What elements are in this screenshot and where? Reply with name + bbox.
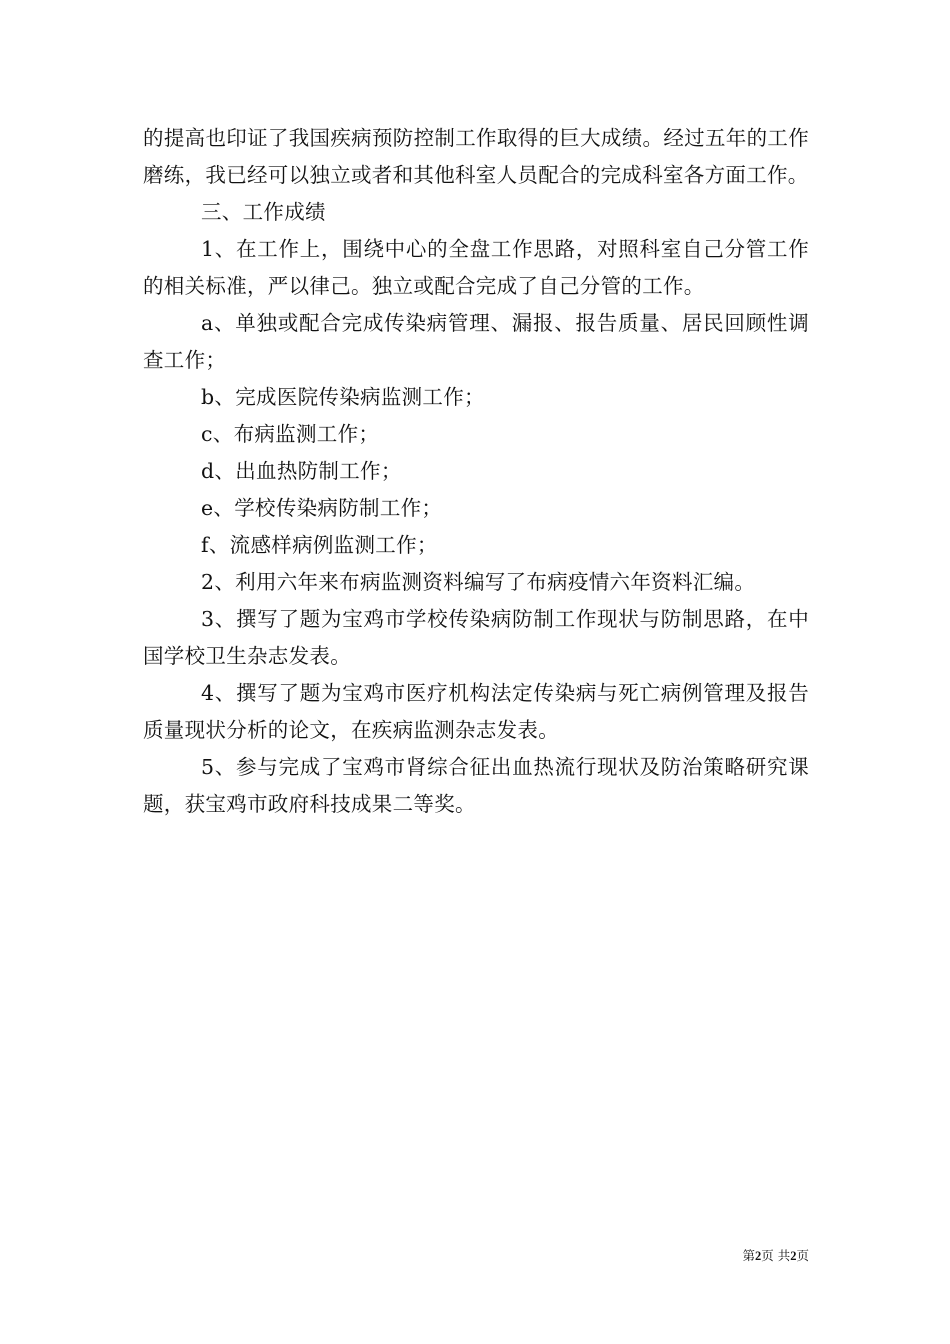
footer-current-page: 2: [755, 1249, 762, 1263]
paragraph-item-1: 1、在工作上，围绕中心的全盘工作思路，对照科室自己分管工作的相关标准，严以律己。独立或配合完成了自己分管的工作。: [143, 237, 809, 298]
paragraph-item-3: 3、撰写了题为宝鸡市学校传染病防制工作现状与防制思路，在中国学校卫生杂志发表。: [143, 607, 809, 668]
section-heading-work-achievements: 三、工作成绩: [201, 200, 326, 224]
document-body: [143, 120, 809, 823]
paragraph-item-4: 4、撰写了题为宝鸡市医疗机构法定传染病与死亡病例管理及报告质量现状分析的论文，在疾病监测杂志发表。: [143, 681, 809, 742]
paragraph-item-e: e、学校传染病防制工作；: [201, 496, 443, 520]
paragraph-item-2: 2、利用六年来布病监测资料编写了布病疫情六年资料汇编。: [201, 570, 756, 594]
footer-total-pages: 2: [790, 1249, 797, 1263]
paragraph-item-a: a、单独或配合完成传染病管理、漏报、报告质量、居民回顾性调查工作；: [143, 311, 809, 372]
footer-middle: 页 共: [761, 1248, 791, 1263]
footer-suffix: 页: [796, 1248, 809, 1263]
paragraph-item-b: b、完成医院传染病监测工作；: [201, 385, 485, 409]
paragraph-item-f: f、流感样病例监测工作；: [201, 533, 438, 557]
paragraph-item-d: d、出血热防制工作；: [201, 459, 402, 483]
footer-prefix: 第: [742, 1248, 755, 1263]
paragraph-continuation: 的提高也印证了我国疾病预防控制工作取得的巨大成绩。经过五年的工作磨练，我已经可以独立或者和其他科室人员配合的完成科室各方面工作。: [143, 126, 809, 187]
paragraph-item-c: c、布病监测工作；: [201, 422, 380, 446]
page-number-footer: [742, 1246, 809, 1264]
paragraph-item-5: 5、参与完成了宝鸡市肾综合征出血热流行现状及防治策略研究课题，获宝鸡市政府科技成果二等奖。: [143, 755, 809, 816]
